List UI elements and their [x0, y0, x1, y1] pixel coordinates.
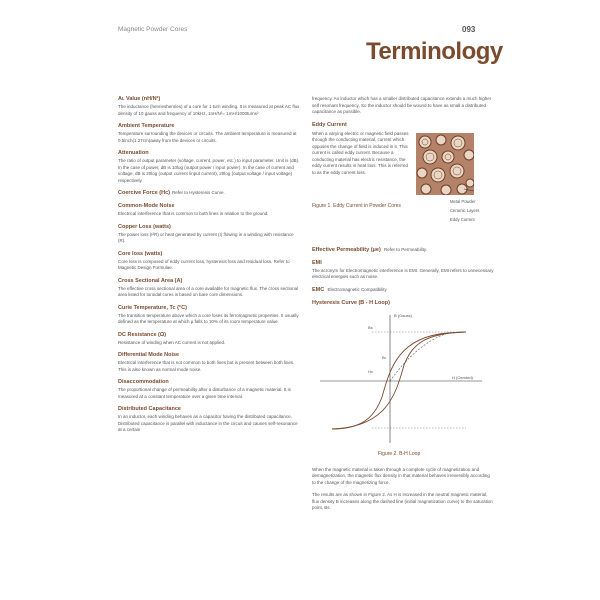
term-title: Hysteresis Curve (B - H Loop): [312, 299, 390, 306]
label-eddy-current: Eddy Current: [450, 216, 475, 222]
term-title: Cross Sectional Area (A): [118, 277, 183, 284]
term-body: Electrical interference that is not common to both lines but is present between both lines. This is also known as normal mode noise.: [118, 360, 295, 372]
term-entry: [118, 406, 300, 434]
term-body: When a varying electric or magnetic field passes through the conducting material, current which opposes the change of field is induced in it. This current is called eddy current. Because a conducting material has electric resistance, the eddy current results in heat loss. This is referred to as the eddy current loss.: [312, 130, 409, 175]
term-title: Aʟ Value (nH/N²): [118, 96, 161, 102]
after-figure-text: When the magnetic material is taken through a complete cycle of magnetization and demagnetization, the magnetic flux density in that material behaves irreversibly according to the change of the magnetizing force.: [312, 466, 490, 485]
term-title: Distributed Capacitance: [118, 406, 181, 412]
term-title: Common-Mode Noise: [118, 203, 175, 209]
figure-1-caption: Figure 1. Eddy Current in Powder Cores: [312, 202, 401, 209]
term-body: The power loss (I²R) or heat generated by current (I) flowing in a winding with resistance (R).: [118, 231, 294, 243]
term-entry: [118, 251, 300, 272]
term-title: EMI: [312, 259, 322, 266]
label-metal-powder: Metal Powder: [450, 198, 476, 204]
right-column: [312, 96, 494, 518]
term-entry: [118, 123, 300, 144]
term-bh-results: [312, 492, 494, 512]
term-entry: [118, 332, 300, 347]
term-title: Differential Mode Noise: [118, 352, 180, 358]
term-title: Attenuation: [118, 150, 149, 156]
b-axis-label: B (Gauss): [394, 312, 413, 318]
figure-2-caption: Figure 2. B-H Loop: [378, 450, 421, 457]
term-body: Refer to Permeability.: [384, 246, 427, 252]
term-title: Coercive Force (Hc): [118, 190, 170, 196]
eddy-figure: [312, 131, 494, 241]
term-title: Eddy Current: [312, 121, 347, 128]
term-body: Electromagnetic Compatibility: [327, 286, 387, 292]
term-body: Temperature surrounding the devices or circuits. The ambient temperature is measured at 0.5inch(1.27cm)away from the devices or circuits.: [118, 131, 297, 143]
term-title: Ambient Temperature: [118, 123, 175, 129]
term-body: The proportional change of permeability after a disturbance of a magnetic material. It is measured at a constant temperature over a given time interval.: [118, 387, 291, 399]
section-header: Magnetic Powder Cores: [118, 26, 188, 33]
term-title: Curie Temperature, Tc (°C): [118, 304, 187, 311]
term-body: The effective cross sectional area of a core available for magnetic flux. The cross sectional area listed for toroidal cores is based on bare core dimensions.: [118, 285, 299, 297]
term-entry: [118, 96, 300, 117]
term-title: DC Resistance (Ω): [118, 331, 167, 338]
term-title: Disaccommodation: [118, 379, 169, 385]
term-emi: [312, 260, 494, 281]
hc-mark: Hc: [368, 368, 373, 374]
term-body: Refer to Hysteresis Curve.: [171, 190, 225, 195]
term-eddy-current: [312, 122, 494, 241]
term-body: The acronym for Electromagnetic interference is EMI. Generally, EMI refers to unnecessary electrical energies such as noise.: [312, 267, 494, 279]
term-entry: [118, 278, 300, 299]
term-entry: [118, 224, 300, 245]
powder-core-illustration: [416, 133, 474, 195]
lower-loop-curve: [332, 332, 466, 429]
bh-loop-figure: [312, 311, 494, 461]
term-entry: [118, 203, 300, 218]
term-title: Core loss (watts): [118, 250, 163, 257]
term-body: In an inductor, each winding behaves as a capacitor having the distributed capacitance. Distributed capacitance is parallel with inductance in the circuit and causes self-resonance at a certain: [118, 414, 298, 432]
h-axis-label: H (Oersted): [452, 374, 473, 380]
term-entry: [118, 352, 300, 373]
term-effective-permeability: [312, 247, 494, 254]
term-entry: [118, 379, 300, 400]
term-title: EMC: [312, 286, 325, 293]
term-entry: [118, 305, 300, 326]
label-ceramic-layers: Ceramic Layers: [450, 207, 480, 213]
term-body: Core loss is composed of eddy current loss, hysteresis loss and residual loss. Refer to Magnetic Design Formulae.: [118, 258, 290, 270]
term-body: The transition temperature above which a core loses its ferromagnetic properties. It usually defined as the temperature at which μ falls to 10% of its room temperature value.: [118, 312, 299, 324]
term-body: Electrical interference that is common to both lines in relation to the ground.: [118, 211, 269, 216]
final-text: The results are as shown in Figure 2. As H is increased in the neutral magnetic material, flux density B increases along the dashed line (initial magnetization curve) to the saturation point, Bs.: [312, 492, 493, 510]
term-title: Copper Loss (watts): [118, 223, 171, 230]
term-title: Effective Permeability (μe): [312, 246, 381, 253]
term-body: Resistance of winding when AC current is not applied.: [118, 339, 226, 345]
continuation-text: frequency. An inductor which has a smaller distributed capacitance extends a much higher self resonant frequency. So the inductor should be wound to have as small a distributed capacitance as possible.: [312, 96, 492, 114]
term-emc: [312, 287, 494, 294]
bs-mark: Bs: [368, 324, 373, 330]
term-continuation: [312, 96, 494, 116]
term-hysteresis: [312, 300, 494, 461]
br-mark: Br: [382, 354, 386, 360]
term-body: The inductance (henrieshenries) of a core for 1 turn winding. It is measured at peak AC flux density of 10 gauss and frequency of 10kHz, 1nH/N²= 1mH/1000turns²: [118, 104, 300, 116]
left-column: [118, 96, 300, 440]
page-number: 093: [462, 25, 476, 34]
term-bh-explanation: [312, 467, 494, 487]
term-entry: [118, 190, 300, 197]
page-title: Terminology: [366, 38, 503, 65]
term-entry: [118, 150, 300, 184]
term-body: The ratio of output parameter (voltage, current, power, etc.) to input parameter. Unit is (dB). In the case of power, dB is 10log (output power / input power). In the case of current and voltage, dB is 20log (output current /input current), 20log (output voltage / input voltage) respectively.: [118, 158, 300, 183]
